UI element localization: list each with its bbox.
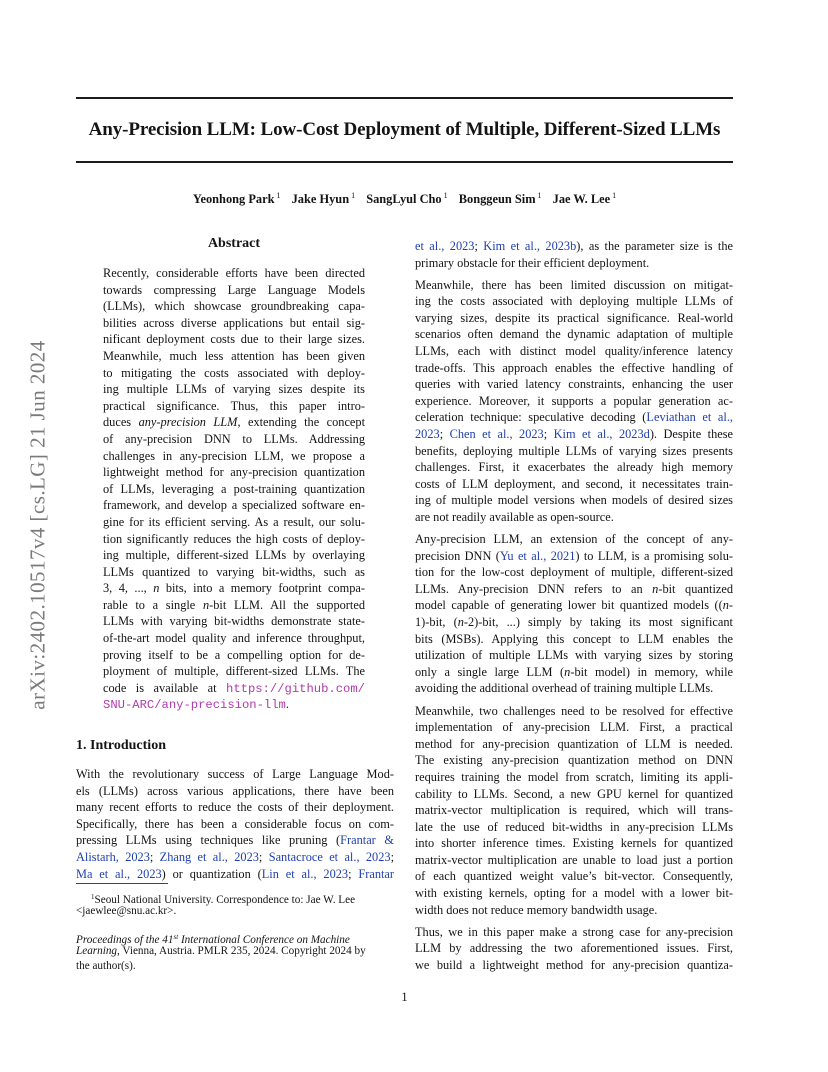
text-run: costs of LLM deployment, and second, it necessitates train- — [415, 476, 733, 491]
text-line — [415, 786, 733, 803]
text-run: ) or quantization ( — [161, 866, 262, 881]
text-line — [103, 630, 365, 647]
citation-link[interactable]: Zhang et al., 2023 — [159, 849, 259, 864]
paragraph — [415, 703, 733, 919]
text-run: The existing any-precision quantization method on DNN — [415, 753, 733, 768]
text-line — [415, 868, 733, 885]
text-line — [415, 802, 733, 819]
text-run: ; — [439, 427, 450, 442]
paper-title: Any-Precision LLM: Low-Cost Deployment of Multiple, Different-Sized LLMs — [88, 119, 721, 140]
text-run: Meanwhile, two challenges need to be resolved for effective — [415, 703, 733, 718]
text-run: matrix-vector multiplication are unable to load just a portion — [415, 852, 733, 867]
text-run: of each quantized weight value’s bit-vector. Consequently, — [415, 869, 733, 884]
text-run: ing of multiple model versions when models of desired sizes — [415, 493, 733, 508]
citation-link[interactable]: Yu et al., 2021 — [499, 548, 576, 563]
text-line — [103, 298, 365, 315]
text-run: framework, and develop a specialized software en- — [103, 498, 365, 513]
text-run: ing the costs associated with deploying multiple LLMs of — [415, 294, 733, 309]
text-line — [103, 564, 365, 581]
text-run: nificant deployment costs due to their large sizes. — [103, 332, 365, 347]
text-line — [103, 348, 365, 365]
text-run: Any-precision LLM, an extension of the concept of any- — [415, 532, 733, 547]
text-run: n — [564, 664, 571, 679]
page-number: 1 — [401, 990, 408, 1004]
text-run: ing multiple LLMs of varying sizes despite its — [103, 382, 365, 397]
text-run: Meanwhile, there has been limited discussion on mitigat- — [415, 277, 733, 292]
text-line — [415, 293, 733, 310]
text-run: LLM by addressing the two aforementioned issues. First, — [415, 941, 733, 956]
text-run: width does not reduce memory bandwidth usage. — [415, 902, 658, 917]
text-line — [103, 547, 365, 564]
text-line — [415, 597, 733, 614]
text-run: (LLMs), which showcase groundbreaking capa- — [103, 299, 365, 314]
arxiv-stamp-text: arXiv:2402.10517v4 [cs.LG] 21 Jun 2024 — [25, 340, 50, 710]
text-run: scenarios often demand the dynamic adaptation of multiple — [415, 327, 733, 342]
text-line — [415, 852, 733, 869]
text-line — [415, 476, 733, 493]
citation-link[interactable]: Lin et al., 2023 — [261, 866, 349, 881]
text-run: avoiding the additional overhead of training multiple LLMs. — [415, 681, 714, 696]
text-line — [103, 315, 365, 332]
code-url-link[interactable]: https://github.com/ — [226, 681, 365, 696]
text-run: tion significantly reduces the high costs of deploy- — [103, 531, 365, 546]
text-run: cability to LLMs. Second, a new GPU kernel for quantized — [415, 786, 733, 801]
text-line — [415, 752, 733, 769]
text-line — [103, 265, 365, 282]
text-line — [415, 631, 733, 648]
text-line — [415, 255, 733, 272]
text-line — [76, 849, 394, 866]
text-line — [103, 414, 365, 431]
text-line — [415, 310, 733, 327]
text-run: ; — [258, 849, 269, 864]
text-run: bits (MSBs). Applying this concept to LLM enables the — [415, 631, 733, 646]
text-line — [415, 548, 733, 565]
text-run: . — [285, 697, 289, 712]
text-line — [415, 443, 733, 460]
text-line — [415, 238, 733, 255]
text-line — [415, 664, 733, 681]
text-line — [415, 614, 733, 631]
text-run: utilization of multiple LLMs with varying sizes by storing — [415, 648, 733, 663]
text-line — [415, 277, 733, 294]
footnote-rule — [76, 883, 168, 884]
text-line — [415, 409, 733, 426]
text-line — [103, 398, 365, 415]
footnote-proceedings: Proceedings of the 41st International Conference on Machine Learning, Vienna, Austria. PMLR 235, 2024. Copyright 2024 by the author(s). — [76, 933, 366, 972]
section-heading-introduction: 1. Introduction — [76, 738, 166, 753]
text-line — [415, 924, 733, 941]
text-line — [103, 481, 365, 498]
author: Jake Hyun $^1$ — [291, 191, 356, 206]
paragraph — [415, 238, 733, 271]
text-line — [76, 816, 394, 833]
text-run: into shorter inference times. Existing kernels for quantized — [415, 836, 733, 851]
text-run: els (LLMs) across various applications, there have been — [76, 783, 394, 798]
citation-link[interactable]: Chen et al., 2023 — [449, 427, 544, 442]
text-run: n — [722, 598, 729, 613]
text-line — [415, 326, 733, 343]
text-run: LLMs with varying bit-widths demonstrate state- — [103, 614, 365, 629]
text-line — [415, 531, 733, 548]
citation-link[interactable]: Frantar — [358, 866, 395, 881]
citation-link[interactable]: Santacroce et al., 2023 — [268, 849, 391, 864]
text-run: -bit quantized — [658, 581, 734, 596]
text-line — [103, 647, 365, 664]
text-line — [76, 783, 394, 800]
text-line — [415, 459, 733, 476]
text-run: n — [153, 581, 160, 596]
citation-link[interactable]: Kim et al., 2023d — [553, 427, 650, 442]
text-line — [76, 766, 394, 783]
arxiv-stamp — [18, 290, 58, 760]
citation-link[interactable]: Alistarh, 2023 — [76, 849, 150, 864]
text-line — [103, 580, 365, 597]
text-line — [415, 769, 733, 786]
author: Yeonhong Park $^1$ — [192, 191, 281, 206]
text-run: duces — [103, 415, 139, 430]
text-run: ; — [348, 866, 359, 881]
text-line — [415, 957, 733, 974]
text-run: ), as the parameter size is the — [576, 239, 734, 253]
text-run: -bit LLM. All the supported — [209, 597, 365, 612]
text-run: towards compressing Large Language Models — [103, 282, 365, 297]
text-run: 3, 4, ..., — [103, 581, 154, 596]
text-run: late the use of reduced bit-widths in any-precision LLMs — [415, 819, 733, 834]
text-run: trade-offs. This approach enables the effective handling of — [415, 360, 733, 375]
text-line — [103, 597, 365, 614]
text-run: -2)-bit, ...) simply by taking its most significant — [463, 615, 733, 630]
text-run: challenges. First, it exacerbates the already high memory — [415, 460, 733, 475]
citation-link[interactable]: et al., 2023 — [415, 239, 475, 253]
code-url-link[interactable]: SNU-ARC/any-precision-llm — [103, 698, 286, 713]
footnote-affiliation: $^1$Seoul National University. Correspondence to: Jae W. Lee <jaewlee@snu.ac.kr>. — [76, 893, 356, 918]
text-run: of-the-art model quality and inference throughput, — [103, 631, 365, 646]
text-run: ; — [543, 427, 554, 442]
author: Bonggeun Sim $^1$ — [458, 191, 542, 206]
author-list — [76, 191, 733, 207]
text-run: tion for the low-cost deployment of multiple, different-sized — [415, 565, 733, 580]
text-run: model capable of generating lower bit quantized models (( — [415, 598, 723, 613]
text-run: -bit model) in memory, while — [570, 664, 733, 679]
text-line — [103, 381, 365, 398]
text-line — [76, 866, 394, 883]
text-line — [103, 696, 365, 713]
text-line — [103, 531, 365, 548]
text-line — [103, 331, 365, 348]
text-run: matrix-vector multiplication is required, which will trans- — [415, 803, 733, 818]
text-line — [415, 647, 733, 664]
text-run: n — [202, 597, 210, 612]
text-run: pressing LLMs using techniques like pruning ( — [76, 833, 341, 848]
text-run: Recently, considerable efforts have been directed — [103, 266, 365, 280]
text-run: ) to LLM, is a promising solu- — [575, 548, 733, 563]
right-column-body — [415, 238, 733, 974]
text-run: code is available at — [103, 680, 227, 695]
text-run: of LLMs, leveraging a post-training quantization — [103, 481, 365, 496]
text-run: gine for its efficient serving. As a result, our solu- — [103, 514, 365, 529]
text-line — [103, 282, 365, 299]
text-run: celeration technique: speculative decoding ( — [415, 410, 647, 425]
citation-link[interactable]: Kim et al., 2023b — [483, 239, 577, 253]
text-run: With the revolutionary success of Large Language Mod- — [76, 767, 394, 781]
paragraph — [415, 531, 733, 697]
text-run: Specifically, there has been a considerable focus on com- — [76, 816, 394, 831]
text-line — [415, 940, 733, 957]
text-line — [103, 431, 365, 448]
text-line — [415, 360, 733, 377]
paragraph — [415, 277, 733, 526]
text-line — [103, 365, 365, 382]
text-line — [103, 663, 365, 680]
text-run: of any-precision DNN to LLMs. Addressing — [103, 431, 365, 446]
text-line — [415, 564, 733, 581]
text-line — [415, 719, 733, 736]
text-line — [415, 581, 733, 598]
text-line — [76, 832, 394, 849]
text-line — [415, 509, 733, 526]
text-run: , extending the concept — [237, 415, 365, 430]
text-run: n — [652, 581, 659, 596]
text-run: challenges in any-precision LLM, we propose a — [103, 448, 365, 463]
text-line — [415, 819, 733, 836]
citation-link[interactable]: Leviathan et al., — [646, 410, 733, 425]
text-line — [103, 448, 365, 465]
author: Jae W. Lee $^1$ — [552, 191, 617, 206]
citation-link[interactable]: Frantar & — [340, 833, 394, 848]
text-run: bilities across diverse applications but entail sig- — [103, 315, 365, 330]
text-run: only a single large LLM ( — [415, 664, 565, 679]
text-line — [415, 835, 733, 852]
text-run: any-precision LLM — [138, 415, 238, 430]
text-run: ; — [474, 239, 484, 253]
text-run: experience. Moreover, it supports a popular generation ac- — [415, 393, 733, 408]
text-run: are not readily available as open-source. — [415, 510, 614, 524]
text-run: Meanwhile, much less attention has been given — [103, 348, 365, 363]
text-run: - — [728, 598, 733, 613]
text-line — [415, 426, 733, 443]
text-run: many recent efforts to reduce the costs of their deployment. — [76, 800, 394, 815]
abstract-heading: Abstract — [207, 236, 261, 251]
text-run: ; — [149, 849, 160, 864]
text-line — [103, 514, 365, 531]
paragraph — [415, 924, 733, 974]
text-run: LLMs quantized to varying bit-widths, such as — [103, 564, 365, 579]
author: SangLyul Cho $^1$ — [366, 191, 448, 206]
text-run: ). Despite these — [649, 427, 734, 442]
text-run: Thus, we in this paper make a strong case for any-precision — [415, 924, 733, 939]
text-run: we build a lightweight method for any-precision quantiza- — [415, 957, 733, 972]
text-run: ployment of multiple, different-sized LLMs. The — [103, 664, 365, 679]
text-run: with existing kernels, opting for a model with a lower bit- — [415, 886, 733, 901]
text-run: ing multiple, different-sized LLMs by overlaying — [103, 548, 365, 563]
introduction-body — [76, 766, 394, 882]
title-top-rule — [76, 97, 733, 99]
text-line — [415, 376, 733, 393]
text-run: practical significance. Thus, this paper intro- — [103, 398, 365, 413]
text-line — [415, 736, 733, 753]
text-run: queries with varied latency constraints, enhancing the user — [415, 377, 733, 392]
text-run: rable to a single — [103, 597, 203, 612]
title-bottom-rule — [76, 161, 733, 163]
text-run: 1)-bit, ( — [415, 615, 458, 630]
text-run: bits, into a memory footprint compa- — [159, 581, 365, 596]
text-run: benefits, deploying multiple LLMs of varying sizes presents — [415, 443, 733, 458]
text-run: to mitigating the costs associated with deploy- — [103, 365, 365, 380]
citation-link[interactable]: Ma et al., 2023 — [76, 866, 162, 881]
text-line — [103, 497, 365, 514]
text-line — [76, 799, 394, 816]
text-line — [415, 885, 733, 902]
text-run: proving itself to be a compelling option for de- — [103, 647, 365, 662]
text-line — [103, 613, 365, 630]
text-line — [415, 680, 733, 697]
text-run: method for any-precision quantization of LLM is needed. — [415, 736, 733, 751]
text-line — [103, 680, 365, 697]
text-run: n — [457, 615, 464, 630]
text-run: implementation of any-precision LLM. First, a practical — [415, 720, 733, 735]
text-run: precision DNN ( — [415, 548, 500, 563]
text-run: primary obstacle for their efficient deployment. — [415, 255, 650, 270]
text-line — [415, 343, 733, 360]
text-line — [415, 492, 733, 509]
text-run: lightweight method for any-precision quantization — [103, 465, 365, 480]
text-line — [415, 393, 733, 410]
text-run: LLMs. Any-precision DNN refers to an — [415, 581, 653, 596]
text-run: requires training the model from scratch, limiting its appli- — [415, 769, 733, 784]
text-line — [415, 703, 733, 720]
text-run: LLMs, each with distinct model quality/inference latency — [415, 344, 733, 359]
abstract-body — [103, 265, 365, 713]
text-line — [103, 464, 365, 481]
text-run: ; — [390, 849, 394, 864]
text-run: varying sizes, despite its practical significance. Real-world — [415, 310, 733, 325]
text-line — [415, 902, 733, 919]
citation-link[interactable]: 2023 — [415, 427, 440, 442]
